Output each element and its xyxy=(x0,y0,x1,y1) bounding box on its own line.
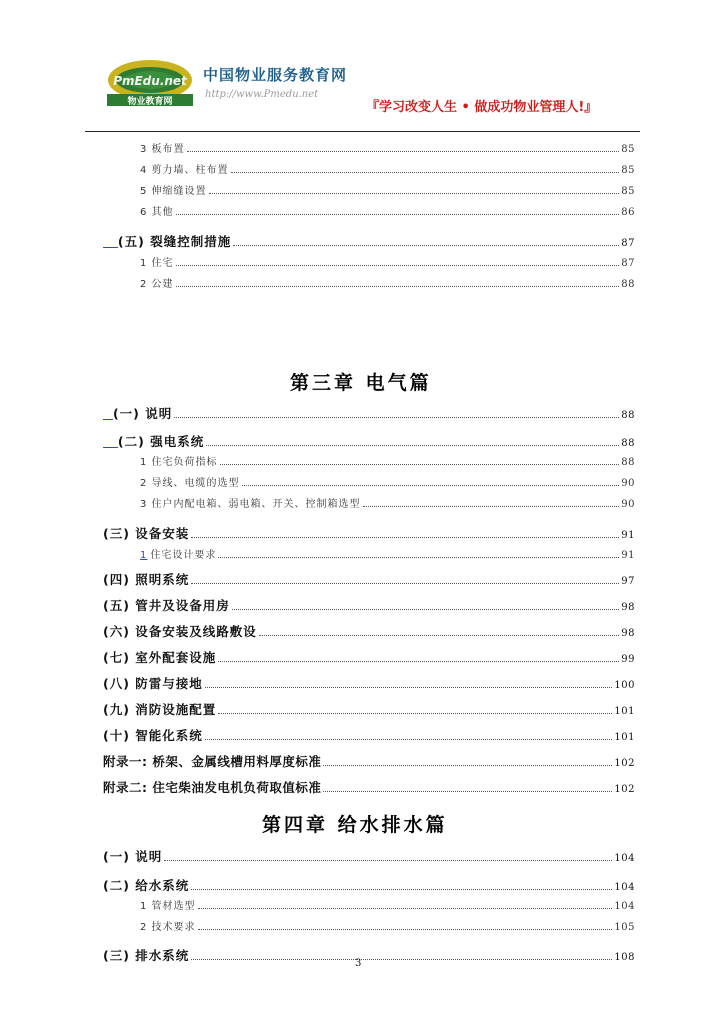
toc-entry-page: 86 xyxy=(621,207,635,218)
toc-appendix-label: 附录一: 桥架、金属线槽用料厚度标准 xyxy=(103,754,322,769)
toc-section[interactable] xyxy=(103,570,635,588)
toc-entry-label: 4 剪力墙、柱布置 xyxy=(140,165,229,176)
toc-section-page: 98 xyxy=(621,602,635,613)
toc-entry-label: 3 板布置 xyxy=(140,144,185,155)
toc-section[interactable] xyxy=(103,726,635,744)
toc-appendix[interactable] xyxy=(103,752,635,770)
toc-entry[interactable] xyxy=(140,161,635,176)
header-slogan: 『学习改变人生 • 做成功物业管理人!』 xyxy=(366,100,598,115)
toc-entry-page: 87 xyxy=(621,258,635,269)
toc-entry-label: 3 住户内配电箱、弱电箱、开关、控制箱选型 xyxy=(140,499,361,510)
toc-link-marker[interactable] xyxy=(103,434,118,449)
toc-leader xyxy=(205,687,613,688)
toc-section[interactable] xyxy=(103,596,635,614)
toc-entry-page: 88 xyxy=(621,457,635,468)
toc-leader xyxy=(176,265,620,266)
toc-section[interactable] xyxy=(103,232,635,250)
toc-section[interactable] xyxy=(103,700,635,718)
emblem-text-bottom: 物业教育网 xyxy=(127,97,173,106)
toc-entry[interactable] xyxy=(140,182,635,197)
toc-entry-label: 2 技术要求 xyxy=(140,922,196,933)
toc-appendix[interactable] xyxy=(103,778,635,796)
toc-leader xyxy=(233,245,619,246)
toc-leader xyxy=(164,860,612,861)
toc-section-page: 97 xyxy=(621,576,635,587)
toc-section-label: (六) 设备安装及线路敷设 xyxy=(103,624,257,639)
toc-section[interactable] xyxy=(103,946,635,964)
toc-section[interactable] xyxy=(103,524,635,542)
toc-entry-page: 90 xyxy=(621,478,635,489)
toc-leader xyxy=(242,485,620,486)
toc-leader xyxy=(209,193,620,194)
toc-appendix-page: 102 xyxy=(614,758,635,769)
toc-section-page: 101 xyxy=(614,732,635,743)
toc-section-page: 91 xyxy=(621,530,635,541)
toc-section-page: 98 xyxy=(621,628,635,639)
toc-section-label: (三) 排水系统 xyxy=(103,948,190,963)
toc-section-label: (八) 防雷与接地 xyxy=(103,676,203,691)
toc-section[interactable] xyxy=(103,622,635,640)
toc-section[interactable] xyxy=(103,432,635,450)
toc-section-page: 104 xyxy=(614,882,635,893)
toc-section-page: 100 xyxy=(614,680,635,691)
toc-section-page: 101 xyxy=(614,706,635,717)
toc-leader xyxy=(218,557,619,558)
toc-leader xyxy=(232,609,619,610)
toc-section[interactable] xyxy=(103,648,635,666)
toc-section-page: 88 xyxy=(621,410,635,421)
toc-section-label: (三) 设备安装 xyxy=(103,526,190,541)
toc-entry-page: 85 xyxy=(621,165,635,176)
toc-leader xyxy=(191,583,619,584)
chapter-4-title: 第四章 给水排水篇 xyxy=(262,814,448,836)
toc-section-label: (一) 说明 xyxy=(112,406,173,421)
toc-section-label: (二) 强电系统 xyxy=(117,434,205,449)
toc-leader xyxy=(205,739,613,740)
toc-section-page: 99 xyxy=(621,654,635,665)
toc-section-label: (十) 智能化系统 xyxy=(103,728,203,743)
toc-section-label: (二) 给水系统 xyxy=(103,878,190,893)
toc-entry[interactable] xyxy=(140,918,635,933)
toc-entry[interactable] xyxy=(140,254,635,269)
toc-link-number[interactable]: 1 xyxy=(140,550,148,561)
toc-leader xyxy=(198,929,613,930)
page-number: 3 xyxy=(355,958,362,969)
toc-leader xyxy=(218,713,612,714)
toc-entry-label: 6 其他 xyxy=(140,207,174,218)
toc-entry-page: 91 xyxy=(621,550,635,561)
toc-section[interactable] xyxy=(103,404,635,422)
toc-entry[interactable] xyxy=(140,275,635,290)
toc-entry[interactable] xyxy=(140,453,635,468)
toc-leader xyxy=(198,908,613,909)
toc-appendix-label: 附录二: 住宅柴油发电机负荷取值标准 xyxy=(103,780,322,795)
toc-section-page: 108 xyxy=(614,952,635,963)
toc-entry-page: 90 xyxy=(621,499,635,510)
toc-section-label: (七) 室外配套设施 xyxy=(103,650,217,665)
toc-leader xyxy=(363,506,620,507)
toc-leader xyxy=(218,661,619,662)
toc-section[interactable] xyxy=(103,674,635,692)
toc-leader xyxy=(220,464,620,465)
toc-leader xyxy=(187,151,620,152)
toc-leader xyxy=(259,635,619,636)
page-header xyxy=(0,0,724,134)
toc-section-page: 88 xyxy=(621,438,635,449)
logo-site-name: 中国物业服务教育网 xyxy=(203,66,348,84)
toc-appendix-page: 102 xyxy=(614,784,635,795)
toc-leader xyxy=(191,889,612,890)
toc-entry-label: 5 伸缩缝设置 xyxy=(140,186,207,197)
toc-entry-page: 104 xyxy=(614,901,635,912)
toc-entry-page: 85 xyxy=(621,186,635,197)
toc-entry-label: 1 管材选型 xyxy=(140,901,196,912)
toc-entry[interactable] xyxy=(140,474,635,489)
toc-entry[interactable] xyxy=(140,897,635,912)
toc-entry[interactable] xyxy=(140,203,635,218)
toc-entry-label: 2 导线、电缆的选型 xyxy=(140,478,240,489)
logo-emblem-icon xyxy=(105,58,195,106)
toc-leader xyxy=(323,765,612,766)
toc-section-label: (五) 裂缝控制措施 xyxy=(117,234,232,249)
toc-leader xyxy=(231,172,620,173)
toc-entry[interactable] xyxy=(140,140,635,155)
toc-leader xyxy=(191,537,619,538)
toc-section-label: (五) 管井及设备用房 xyxy=(103,598,230,613)
chapter-3-title: 第三章 电气篇 xyxy=(290,372,432,394)
toc-section-page: 87 xyxy=(621,238,635,249)
toc-entry[interactable] xyxy=(140,546,635,561)
toc-link-marker[interactable] xyxy=(103,234,118,249)
toc-section-label: (九) 消防设施配置 xyxy=(103,702,217,717)
toc-leader xyxy=(206,445,619,446)
toc-link-marker[interactable] xyxy=(103,406,113,421)
toc-entry-page: 105 xyxy=(614,922,635,933)
logo-url: http://www.Pmedu.net xyxy=(205,89,319,100)
toc-section-page: 104 xyxy=(614,853,635,864)
toc-leader xyxy=(323,791,612,792)
toc-section-label: (四) 照明系统 xyxy=(103,572,190,587)
emblem-text-top: PmEdu.net xyxy=(113,74,187,88)
toc-leader xyxy=(174,417,619,418)
toc-entry-label: 住宅设计要求 xyxy=(150,550,217,561)
toc-leader xyxy=(191,959,612,960)
toc-entry-label: 1 住宅 xyxy=(140,258,174,269)
toc-leader xyxy=(176,214,620,215)
toc-entry[interactable] xyxy=(140,495,635,510)
toc-entry-label: 2 公建 xyxy=(140,279,174,290)
toc-entry-label: 1 住宅负荷指标 xyxy=(140,457,218,468)
toc-section[interactable] xyxy=(103,847,635,865)
header-divider xyxy=(85,131,640,132)
toc-leader xyxy=(176,286,620,287)
toc-entry-page: 85 xyxy=(621,144,635,155)
toc-entry-page: 88 xyxy=(621,279,635,290)
toc-section-label: (一) 说明 xyxy=(103,849,163,864)
toc-section[interactable] xyxy=(103,876,635,894)
